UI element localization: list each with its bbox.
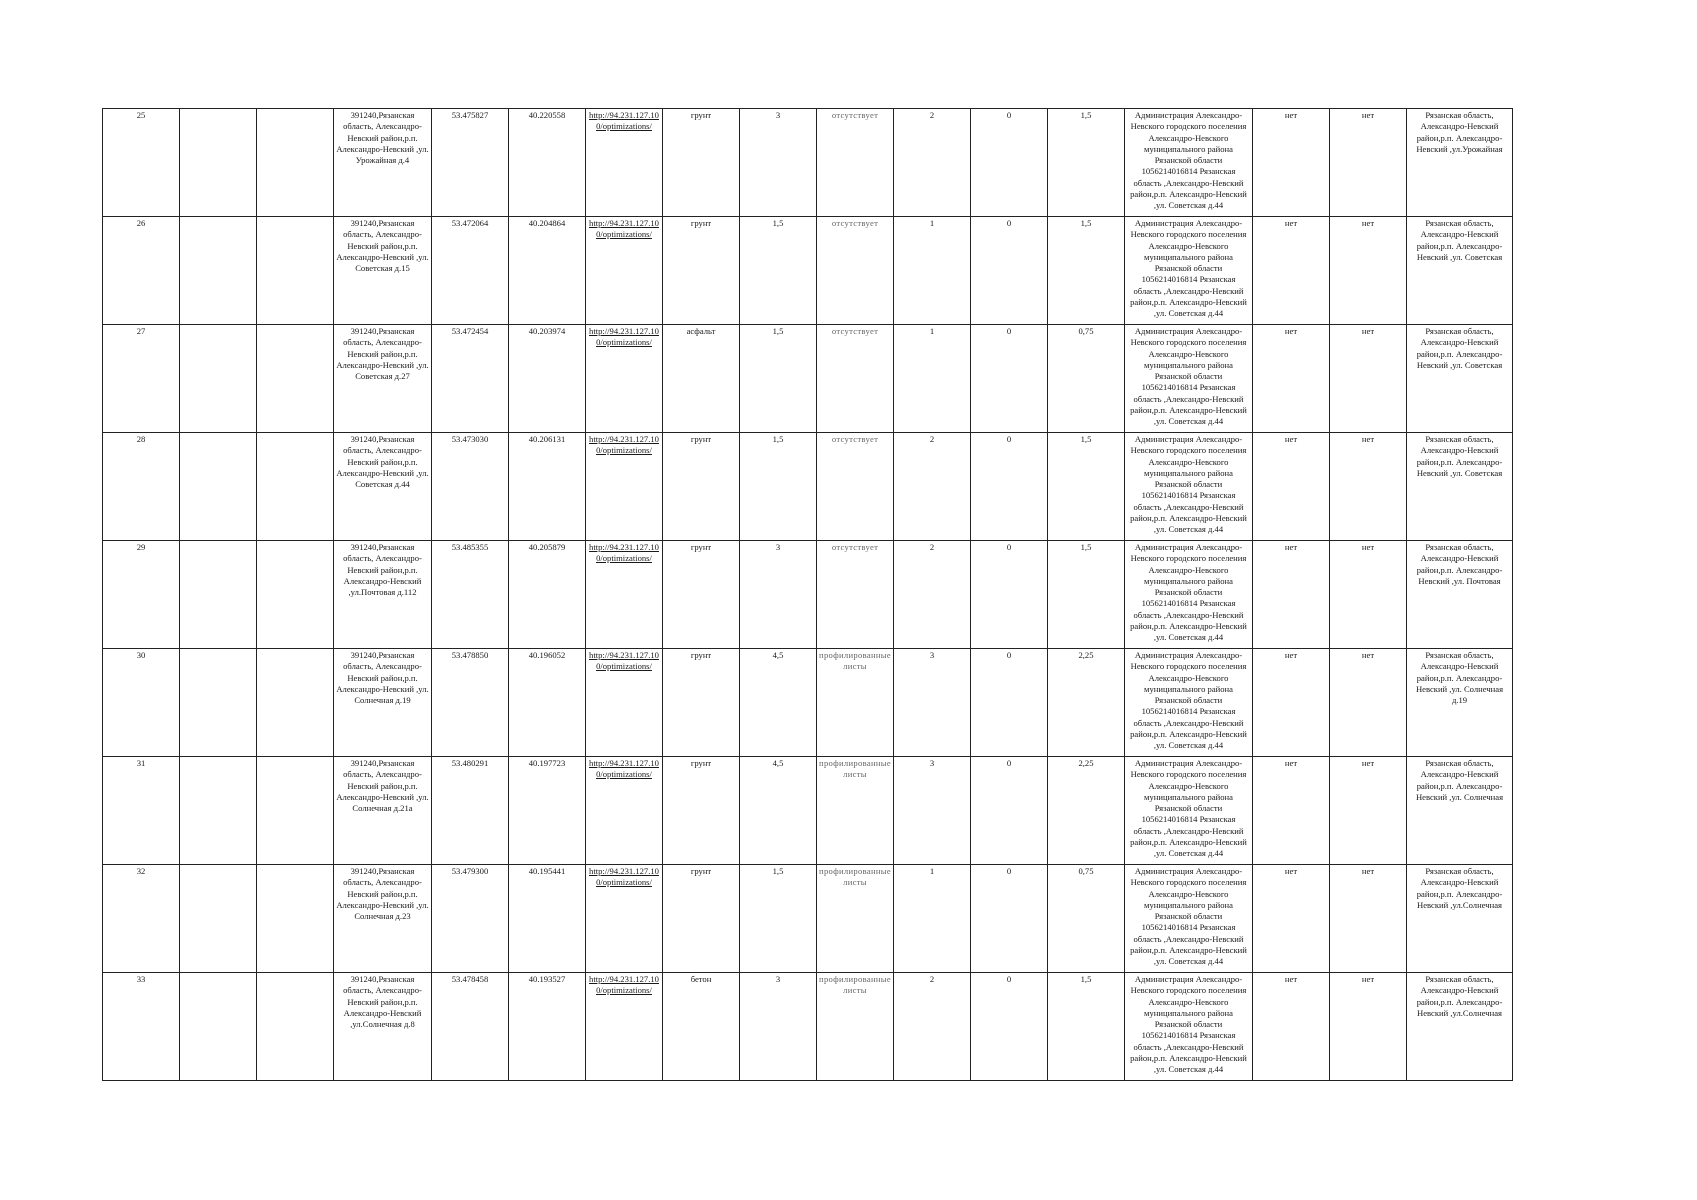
waste-source-cell: Рязанская область, Александро-Невский район,р.п. Александро-Невский ,ул. Почтовая (1407, 541, 1513, 649)
latitude-cell: 53.472454 (432, 325, 509, 433)
empty-cell (257, 217, 334, 325)
owner-info-cell: Администрация Александро-Невского городского поселения Александро-Невского муниципального района Рязанской области 1056214016814 Рязанская область ,Александро-Невский район,р.п. Александро-Невский ,ул. Советская д.44 (1125, 217, 1253, 325)
empty-cell (257, 865, 334, 973)
longitude-cell: 40.220558 (509, 109, 586, 217)
cover-type-cell: отсутствует (817, 433, 894, 541)
area-cell: 4,5 (740, 757, 817, 865)
empty-cell (257, 649, 334, 757)
table-row (103, 865, 1513, 973)
yes-no-cell: нет (1330, 325, 1407, 433)
area-cell: 3 (740, 973, 817, 1081)
latitude-cell: 53.473030 (432, 433, 509, 541)
longitude-cell: 40.195441 (509, 865, 586, 973)
yes-no-cell: нет (1330, 433, 1407, 541)
yes-no-cell: нет (1330, 109, 1407, 217)
container-count-cell: 2 (894, 433, 971, 541)
yes-no-cell: нет (1253, 649, 1330, 757)
latitude-cell: 53.478850 (432, 649, 509, 757)
planned-containers-cell: 0 (971, 865, 1048, 973)
planned-containers-cell: 0 (971, 325, 1048, 433)
cover-type-cell: профилированные листы (817, 973, 894, 1081)
container-count-cell: 3 (894, 757, 971, 865)
surface-type-cell: грунт (663, 757, 740, 865)
area-cell: 1,5 (740, 433, 817, 541)
container-count-cell: 2 (894, 541, 971, 649)
longitude-cell: 40.203974 (509, 325, 586, 433)
planned-containers-cell: 0 (971, 973, 1048, 1081)
owner-info-cell: Администрация Александро-Невского городского поселения Александро-Невского муниципального района Рязанской области 1056214016814 Рязанская область ,Александро-Невский район,р.п. Александро-Невский ,ул. Советская д.44 (1125, 541, 1253, 649)
address-cell: 391240,Рязанская область, Александро-Невский район,р.п. Александро-Невский ,ул.Солнечная д.8 (334, 973, 432, 1081)
container-count-cell: 1 (894, 217, 971, 325)
longitude-cell: 40.204864 (509, 217, 586, 325)
map-link-cell[interactable]: http://94.231.127.10 0/optimizations/ (586, 541, 663, 649)
empty-cell (257, 541, 334, 649)
surface-type-cell: бетон (663, 973, 740, 1081)
yes-no-cell: нет (1253, 217, 1330, 325)
map-link-cell[interactable]: http://94.231.127.10 0/optimizations/ (586, 649, 663, 757)
surface-type-cell: грунт (663, 541, 740, 649)
longitude-cell: 40.206131 (509, 433, 586, 541)
table-row (103, 433, 1513, 541)
table-row (103, 109, 1513, 217)
area-cell: 3 (740, 109, 817, 217)
container-volume-cell: 1,5 (1048, 541, 1125, 649)
container-volume-cell: 1,5 (1048, 973, 1125, 1081)
area-cell: 1,5 (740, 325, 817, 433)
table-row (103, 973, 1513, 1081)
container-count-cell: 1 (894, 325, 971, 433)
owner-info-cell: Администрация Александро-Невского городского поселения Александро-Невского муниципального района Рязанской области 1056214016814 Рязанская область ,Александро-Невский район,р.п. Александро-Невский ,ул. Советская д.44 (1125, 325, 1253, 433)
latitude-cell: 53.480291 (432, 757, 509, 865)
waste-source-cell: Рязанская область, Александро-Невский район,р.п. Александро-Невский ,ул. Солнечная (1407, 757, 1513, 865)
longitude-cell: 40.197723 (509, 757, 586, 865)
planned-containers-cell: 0 (971, 433, 1048, 541)
container-volume-cell: 0,75 (1048, 865, 1125, 973)
row-number-cell: 31 (103, 757, 180, 865)
surface-type-cell: грунт (663, 217, 740, 325)
map-link-cell[interactable]: http://94.231.127.10 0/optimizations/ (586, 433, 663, 541)
yes-no-cell: нет (1330, 541, 1407, 649)
empty-cell (180, 217, 257, 325)
row-number-cell: 26 (103, 217, 180, 325)
waste-source-cell: Рязанская область, Александро-Невский район,р.п. Александро-Невский ,ул.Солнечная (1407, 973, 1513, 1081)
table-row (103, 325, 1513, 433)
empty-cell (180, 325, 257, 433)
area-cell: 1,5 (740, 217, 817, 325)
row-number-cell: 33 (103, 973, 180, 1081)
table-row (103, 757, 1513, 865)
empty-cell (257, 109, 334, 217)
latitude-cell: 53.478458 (432, 973, 509, 1081)
area-cell: 3 (740, 541, 817, 649)
map-link-cell[interactable]: http://94.231.127.10 0/optimizations/ (586, 325, 663, 433)
waste-source-cell: Рязанская область, Александро-Невский район,р.п. Александро-Невский ,ул. Советская (1407, 325, 1513, 433)
row-number-cell: 32 (103, 865, 180, 973)
surface-type-cell: асфальт (663, 325, 740, 433)
waste-source-cell: Рязанская область, Александро-Невский район,р.п. Александро-Невский ,ул. Солнечная д.19 (1407, 649, 1513, 757)
yes-no-cell: нет (1253, 973, 1330, 1081)
table-body (103, 109, 1513, 1081)
empty-cell (257, 433, 334, 541)
yes-no-cell: нет (1253, 325, 1330, 433)
row-number-cell: 27 (103, 325, 180, 433)
empty-cell (257, 325, 334, 433)
yes-no-cell: нет (1253, 433, 1330, 541)
longitude-cell: 40.196052 (509, 649, 586, 757)
yes-no-cell: нет (1330, 217, 1407, 325)
map-link-cell[interactable]: http://94.231.127.10 0/optimizations/ (586, 757, 663, 865)
empty-cell (180, 649, 257, 757)
container-volume-cell: 2,25 (1048, 649, 1125, 757)
planned-containers-cell: 0 (971, 649, 1048, 757)
owner-info-cell: Администрация Александро-Невского городского поселения Александро-Невского муниципального района Рязанской области 1056214016814 Рязанская область ,Александро-Невский район,р.п. Александро-Невский ,ул. Советская д.44 (1125, 433, 1253, 541)
empty-cell (180, 433, 257, 541)
yes-no-cell: нет (1253, 541, 1330, 649)
surface-type-cell: грунт (663, 865, 740, 973)
empty-cell (180, 757, 257, 865)
surface-type-cell: грунт (663, 433, 740, 541)
map-link-cell[interactable]: http://94.231.127.10 0/optimizations/ (586, 973, 663, 1081)
empty-cell (180, 865, 257, 973)
yes-no-cell: нет (1330, 757, 1407, 865)
address-cell: 391240,Рязанская область, Александро-Невский район,р.п. Александро-Невский ,ул. Советская д.27 (334, 325, 432, 433)
row-number-cell: 30 (103, 649, 180, 757)
yes-no-cell: нет (1253, 109, 1330, 217)
container-volume-cell: 1,5 (1048, 433, 1125, 541)
document-page (102, 108, 1513, 1081)
container-count-cell: 1 (894, 865, 971, 973)
address-cell: 391240,Рязанская область, Александро-Невский район,р.п. Александро-Невский ,ул.Почтовая д.112 (334, 541, 432, 649)
row-number-cell: 28 (103, 433, 180, 541)
cover-type-cell: профилированные листы (817, 865, 894, 973)
address-cell: 391240,Рязанская область, Александро-Невский район,р.п. Александро-Невский ,ул. Солнечная д.23 (334, 865, 432, 973)
yes-no-cell: нет (1330, 865, 1407, 973)
container-sites-table (102, 108, 1513, 1081)
empty-cell (180, 541, 257, 649)
planned-containers-cell: 0 (971, 217, 1048, 325)
owner-info-cell: Администрация Александро-Невского городского поселения Александро-Невского муниципального района Рязанской области 1056214016814 Рязанская область ,Александро-Невский район,р.п. Александро-Невский ,ул. Советская д.44 (1125, 973, 1253, 1081)
cover-type-cell: отсутствует (817, 325, 894, 433)
container-volume-cell: 0,75 (1048, 325, 1125, 433)
owner-info-cell: Администрация Александро-Невского городского поселения Александро-Невского муниципального района Рязанской области 1056214016814 Рязанская область ,Александро-Невский район,р.п. Александро-Невский ,ул. Советская д.44 (1125, 865, 1253, 973)
longitude-cell: 40.205879 (509, 541, 586, 649)
container-count-cell: 2 (894, 973, 971, 1081)
owner-info-cell: Администрация Александро-Невского городского поселения Александро-Невского муниципального района Рязанской области 1056214016814 Рязанская область ,Александро-Невский район,р.п. Александро-Невский ,ул. Советская д.44 (1125, 757, 1253, 865)
latitude-cell: 53.479300 (432, 865, 509, 973)
latitude-cell: 53.472064 (432, 217, 509, 325)
yes-no-cell: нет (1253, 757, 1330, 865)
cover-type-cell: отсутствует (817, 217, 894, 325)
planned-containers-cell: 0 (971, 541, 1048, 649)
latitude-cell: 53.475827 (432, 109, 509, 217)
container-volume-cell: 2,25 (1048, 757, 1125, 865)
empty-cell (257, 757, 334, 865)
yes-no-cell: нет (1253, 865, 1330, 973)
address-cell: 391240,Рязанская область, Александро-Невский район,р.п. Александро-Невский ,ул. Урожайная д.4 (334, 109, 432, 217)
map-link-cell[interactable]: http://94.231.127.10 0/optimizations/ (586, 865, 663, 973)
empty-cell (180, 973, 257, 1081)
container-volume-cell: 1,5 (1048, 217, 1125, 325)
owner-info-cell: Администрация Александро-Невского городского поселения Александро-Невского муниципального района Рязанской области 1056214016814 Рязанская область ,Александро-Невский район,р.п. Александро-Невский ,ул. Советская д.44 (1125, 649, 1253, 757)
surface-type-cell: грунт (663, 649, 740, 757)
waste-source-cell: Рязанская область, Александро-Невский район,р.п. Александро-Невский ,ул. Советская (1407, 217, 1513, 325)
area-cell: 1,5 (740, 865, 817, 973)
cover-type-cell: отсутствует (817, 109, 894, 217)
surface-type-cell: грунт (663, 109, 740, 217)
planned-containers-cell: 0 (971, 109, 1048, 217)
address-cell: 391240,Рязанская область, Александро-Невский район,р.п. Александро-Невский ,ул. Солнечная д.19 (334, 649, 432, 757)
waste-source-cell: Рязанская область, Александро-Невский район,р.п. Александро-Невский ,ул. Советская (1407, 433, 1513, 541)
cover-type-cell: профилированные листы (817, 649, 894, 757)
area-cell: 4,5 (740, 649, 817, 757)
planned-containers-cell: 0 (971, 757, 1048, 865)
cover-type-cell: профилированные листы (817, 757, 894, 865)
waste-source-cell: Рязанская область, Александро-Невский район,р.п. Александро-Невский ,ул.Солнечная (1407, 865, 1513, 973)
yes-no-cell: нет (1330, 649, 1407, 757)
table-row (103, 649, 1513, 757)
row-number-cell: 29 (103, 541, 180, 649)
empty-cell (180, 109, 257, 217)
row-number-cell: 25 (103, 109, 180, 217)
address-cell: 391240,Рязанская область, Александро-Невский район,р.п. Александро-Невский ,ул. Советская д.44 (334, 433, 432, 541)
empty-cell (257, 973, 334, 1081)
map-link-cell[interactable]: http://94.231.127.10 0/optimizations/ (586, 217, 663, 325)
yes-no-cell: нет (1330, 973, 1407, 1081)
owner-info-cell: Администрация Александро-Невского городского поселения Александро-Невского муниципального района Рязанской области 1056214016814 Рязанская область ,Александро-Невский район,р.п. Александро-Невский ,ул. Советская д.44 (1125, 109, 1253, 217)
container-count-cell: 3 (894, 649, 971, 757)
address-cell: 391240,Рязанская область, Александро-Невский район,р.п. Александро-Невский ,ул. Солнечная д.21а (334, 757, 432, 865)
address-cell: 391240,Рязанская область, Александро-Невский район,р.п. Александро-Невский ,ул. Советская д.15 (334, 217, 432, 325)
latitude-cell: 53.485355 (432, 541, 509, 649)
container-count-cell: 2 (894, 109, 971, 217)
waste-source-cell: Рязанская область, Александро-Невский район,р.п. Александро-Невский ,ул.Урожайная (1407, 109, 1513, 217)
longitude-cell: 40.193527 (509, 973, 586, 1081)
table-row (103, 541, 1513, 649)
container-volume-cell: 1,5 (1048, 109, 1125, 217)
map-link-cell[interactable]: http://94.231.127.10 0/optimizations/ (586, 109, 663, 217)
cover-type-cell: отсутствует (817, 541, 894, 649)
table-row (103, 217, 1513, 325)
